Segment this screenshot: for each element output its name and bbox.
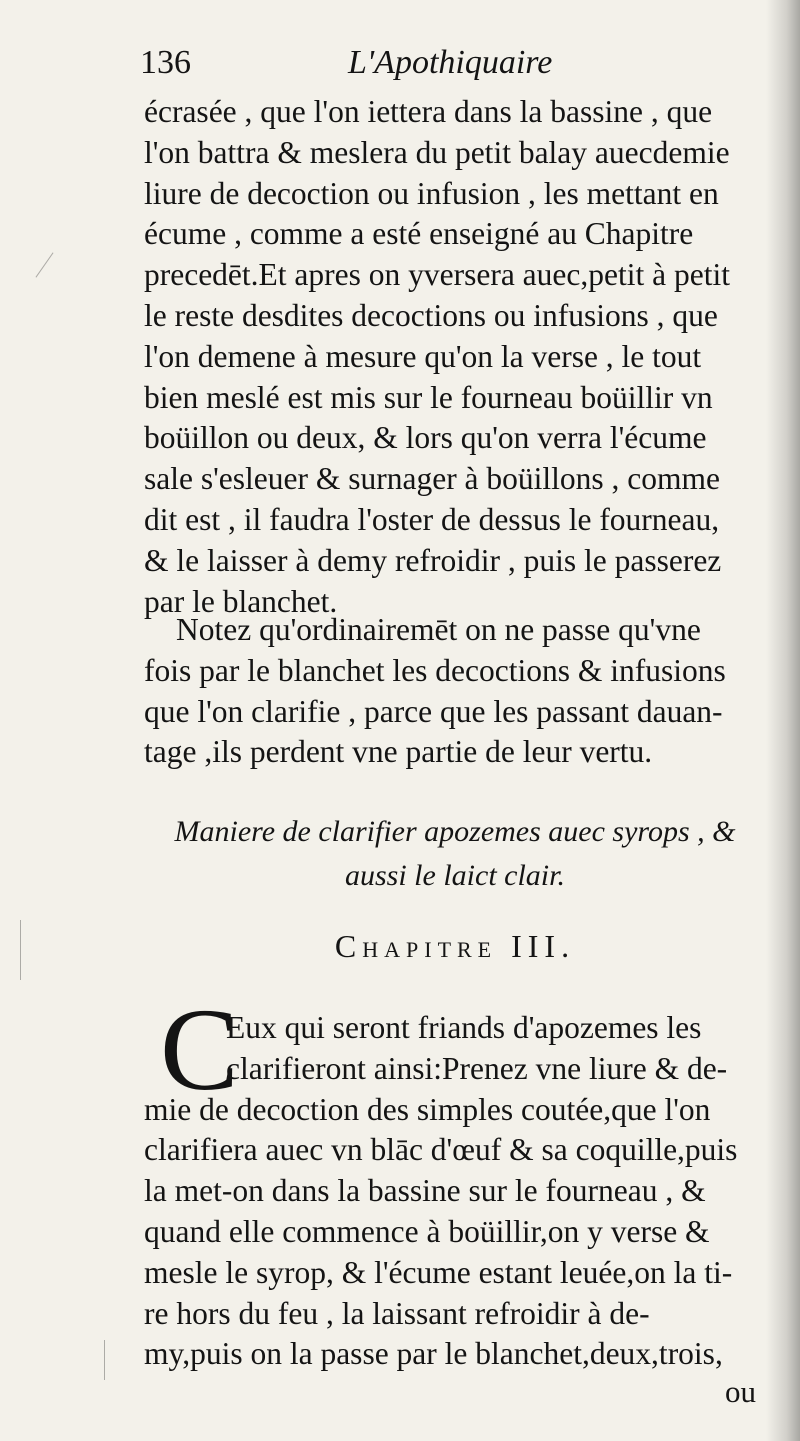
text-line: precedēt.Et apres on yversera auec,petit à petit xyxy=(144,257,730,293)
text-line: Eux qui seront friands d'apozemes les xyxy=(226,1010,702,1045)
text-line: bien meslé est mis sur le fourneau boüillir vn xyxy=(144,379,713,415)
text-line: écume , comme a esté enseigné au Chapitre xyxy=(144,216,694,252)
text-line: boüillon ou deux, & lors qu'on verra l'écume xyxy=(144,420,707,456)
text-line: Notez qu'ordinairemēt on ne passe qu'vne xyxy=(176,612,701,647)
text-line: écrasée , que l'on iettera dans la bassine , que xyxy=(144,94,713,129)
text-line: le reste desdites decoctions ou infusions , que xyxy=(144,297,718,333)
text-line: clarifiera auec vn blāc d'œuf & sa coquille,puis xyxy=(144,1132,738,1168)
text-line: re hors du feu , la laissant refroidir à de- xyxy=(144,1295,650,1331)
text-line: fois par le blanchet les decoctions & infusions xyxy=(144,652,726,688)
section-title xyxy=(150,810,760,898)
catchword: ou xyxy=(725,1374,756,1409)
drop-cap: C xyxy=(160,984,239,1115)
text-line: my,puis on la passe par le blanchet,deux,trois, xyxy=(144,1336,723,1372)
page-header xyxy=(140,40,700,90)
text-line: dit est , il faudra l'oster de dessus le fourneau, xyxy=(144,501,720,537)
text-line: mie de decoction des simples coutée,que l'on xyxy=(144,1091,711,1127)
text-line: quand elle commence à boüillir,on y verse & xyxy=(144,1213,710,1249)
section-title-line: Maniere de clarifier apozemes auec syrops , & xyxy=(174,815,736,848)
scan-mark xyxy=(104,1340,105,1380)
text-line: clarifieront ainsi:Prenez vne liure & de- xyxy=(226,1050,728,1086)
scan-mark xyxy=(20,920,21,980)
section-title-line: aussi le laict clair. xyxy=(345,859,565,892)
text-line: la met-on dans la bassine sur le fourneau , & xyxy=(144,1173,706,1209)
text-line: que l'on clarifie , parce que les passant dauan- xyxy=(144,693,723,729)
paragraph-1 xyxy=(144,92,764,622)
running-head: L'Apothiquaire xyxy=(348,44,553,81)
text-line: sale s'esleuer & surnager à boüillons , comme xyxy=(144,461,721,497)
text-line: liure de decoction ou infusion , les mettant en xyxy=(144,175,719,211)
text-line: & le laisser à demy refroidir , puis le passerez xyxy=(144,542,722,578)
paragraph-3 xyxy=(144,1008,764,1375)
chapter-heading: Chapitre III. xyxy=(334,928,576,964)
page-number: 136 xyxy=(140,44,191,81)
scan-mark xyxy=(35,252,53,277)
text-line: l'on battra & meslera du petit balay auecdemie xyxy=(144,134,730,170)
text-line: l'on demene à mesure qu'on la verse , le tout xyxy=(144,338,702,374)
page-gutter-shadow xyxy=(766,0,800,1441)
text-line: mesle le syrop, & l'écume estant leuée,on la ti- xyxy=(144,1254,733,1290)
text-line: par le blanchet. xyxy=(144,583,338,619)
text-line: tage ,ils perdent vne partie de leur vertu. xyxy=(144,734,653,770)
paragraph-2 xyxy=(144,610,764,773)
